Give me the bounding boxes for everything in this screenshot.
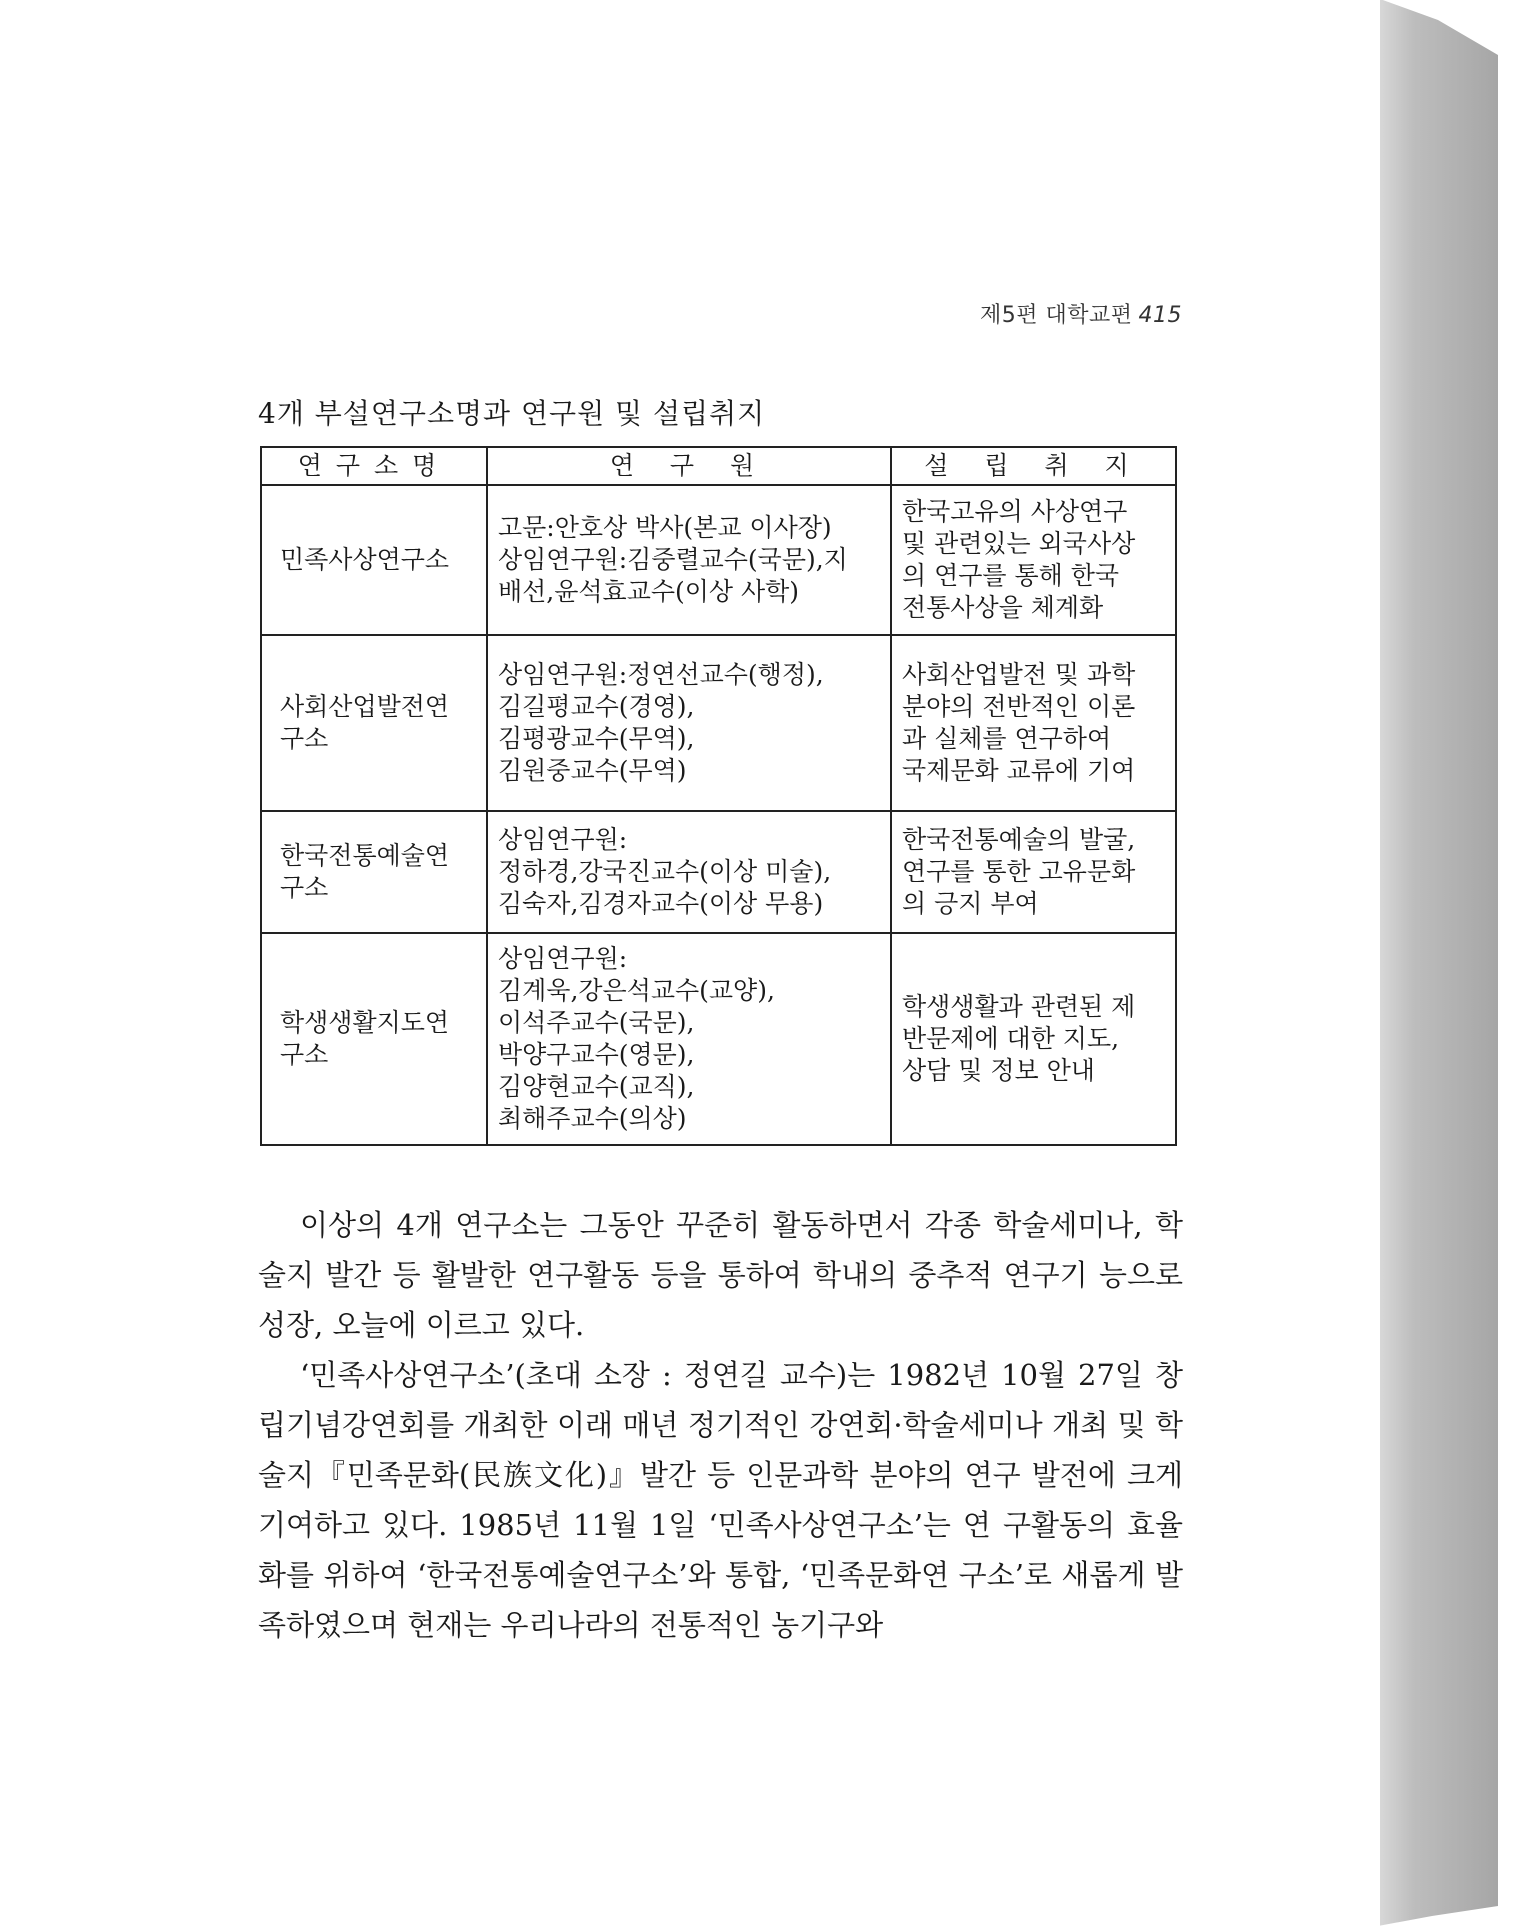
cell-line: 사회산업발전연 bbox=[280, 692, 450, 721]
researchers-cell bbox=[487, 635, 891, 811]
purpose-cell bbox=[891, 933, 1176, 1145]
cell-line: 과 실체를 연구하여 bbox=[902, 724, 1112, 753]
institute-cell bbox=[261, 933, 487, 1145]
cell-line: 상임연구원:정연선교수(행정), bbox=[498, 660, 824, 689]
cell-line: 사회산업발전 및 과학 bbox=[902, 660, 1136, 689]
column-header-researchers: 연 구 원 bbox=[487, 447, 891, 485]
cell-line: 의 연구를 통해 한국 bbox=[902, 561, 1120, 590]
institute-cell bbox=[261, 811, 487, 933]
cell-line: 한국고유의 사상연구 bbox=[902, 497, 1128, 526]
paragraph bbox=[258, 1200, 1183, 1350]
cell-line: 반문제에 대한 지도, bbox=[902, 1024, 1120, 1053]
institute-cell bbox=[261, 635, 487, 811]
cell-line: 상임연구원: bbox=[498, 825, 628, 854]
cell-line: 상임연구원:김중렬교수(국문),지 bbox=[498, 545, 848, 574]
purpose-cell bbox=[891, 811, 1176, 933]
text-line: 이상의 4개 연구소는 그동안 꾸준히 활동하면서 각종 학술세미나, bbox=[300, 1208, 1143, 1242]
header-text: 제5편 대학교편 bbox=[979, 303, 1133, 328]
cell-line: 고문:안호상 박사(본교 이사장) bbox=[498, 513, 832, 542]
cell-line: 박양구교수(영문), bbox=[498, 1040, 695, 1069]
table-row bbox=[261, 635, 1176, 811]
cell-line: 전통사상을 체계화 bbox=[902, 593, 1104, 622]
researchers-cell bbox=[487, 811, 891, 933]
cell-line: 배선,윤석효교수(이상 사학) bbox=[498, 577, 800, 606]
cell-line: 김숙자,김경자교수(이상 무용) bbox=[498, 889, 824, 918]
text-line: 개최 및 학술지『민족문화(民族文化)』발간 등 인문과학 분야의 연구 bbox=[258, 1408, 1183, 1492]
page-number: 415 bbox=[1138, 303, 1182, 328]
cell-line: 이석주교수(국문), bbox=[498, 1008, 695, 1037]
cell-line: 의 긍지 부여 bbox=[902, 889, 1039, 918]
researchers-cell bbox=[487, 933, 891, 1145]
research-institutes-table bbox=[260, 446, 1177, 1146]
cell-line: 김길평교수(경영), bbox=[498, 692, 695, 721]
researchers-cell bbox=[487, 485, 891, 635]
cell-line: 구소 bbox=[280, 724, 329, 753]
table-caption: 4개 부설연구소명과 연구원 및 설립취지 bbox=[258, 397, 766, 430]
text-line: 창립기념강연회를 개최한 이래 매년 정기적인 강연회·학술세미나 bbox=[258, 1358, 1184, 1442]
cell-line: 김양현교수(교직), bbox=[498, 1072, 695, 1101]
table-row bbox=[261, 811, 1176, 933]
cell-line: 구소 bbox=[280, 1040, 329, 1069]
page-stack-edge bbox=[1378, 0, 1498, 1926]
text-line: 구소’로 새롭게 발족하였으며 현재는 우리나라의 전통적인 농기구와 bbox=[258, 1558, 1183, 1642]
cell-line: 연구를 통한 고유문화 bbox=[902, 857, 1136, 886]
text-line: 학술지 발간 등 활발한 연구활동 등을 통하여 학내의 중추적 연구기 bbox=[258, 1208, 1184, 1292]
cell-line: 김평광교수(무역), bbox=[498, 724, 695, 753]
institute-cell bbox=[261, 485, 487, 635]
cell-line: 한국전통예술의 발굴, bbox=[902, 825, 1136, 854]
cell-line: 상담 및 정보 안내 bbox=[902, 1056, 1095, 1085]
text-line: 구활동의 효율화를 위하여 ‘한국전통예술연구소’와 통합, ‘민족문화연 bbox=[258, 1508, 1184, 1592]
text-line: ‘민족사상연구소’(초대 소장 : 정연길 교수)는 1982년 10월 27일 bbox=[300, 1358, 1143, 1392]
table-row bbox=[261, 485, 1176, 635]
purpose-cell bbox=[891, 635, 1176, 811]
cell-line: 민족사상연구소 bbox=[280, 545, 450, 574]
text-line: 발전에 크게 기여하고 있다. 1985년 11월 1일 ‘민족사상연구소’는 연 bbox=[258, 1458, 1183, 1542]
cell-line: 김원중교수(무역) bbox=[498, 756, 687, 785]
cell-line: 국제문화 교류에 기여 bbox=[902, 756, 1136, 785]
text-line: 능으로 성장, 오늘에 이르고 있다. bbox=[258, 1258, 1183, 1342]
column-header-purpose: 설 립 취 지 bbox=[891, 447, 1176, 485]
cell-line: 상임연구원: bbox=[498, 944, 628, 973]
body-text bbox=[258, 1200, 1183, 1650]
purpose-cell bbox=[891, 485, 1176, 635]
cell-line: 분야의 전반적인 이론 bbox=[902, 692, 1136, 721]
cell-line: 정하경,강국진교수(이상 미술), bbox=[498, 857, 832, 886]
cell-line: 한국전통예술연 bbox=[280, 841, 450, 870]
cell-line: 학생생활과 관련된 제 bbox=[902, 992, 1136, 1021]
paragraph bbox=[258, 1350, 1183, 1650]
column-header-institute: 연구소명 bbox=[261, 447, 487, 485]
table-row bbox=[261, 933, 1176, 1145]
cell-line: 및 관련있는 외국사상 bbox=[902, 529, 1136, 558]
cell-line: 최해주교수(의상) bbox=[498, 1104, 687, 1133]
cell-line: 학생생활지도연 bbox=[280, 1008, 450, 1037]
table-header-row bbox=[261, 447, 1176, 485]
cell-line: 김계욱,강은석교수(교양), bbox=[498, 976, 775, 1005]
cell-line: 구소 bbox=[280, 873, 329, 902]
running-header bbox=[972, 298, 1182, 329]
